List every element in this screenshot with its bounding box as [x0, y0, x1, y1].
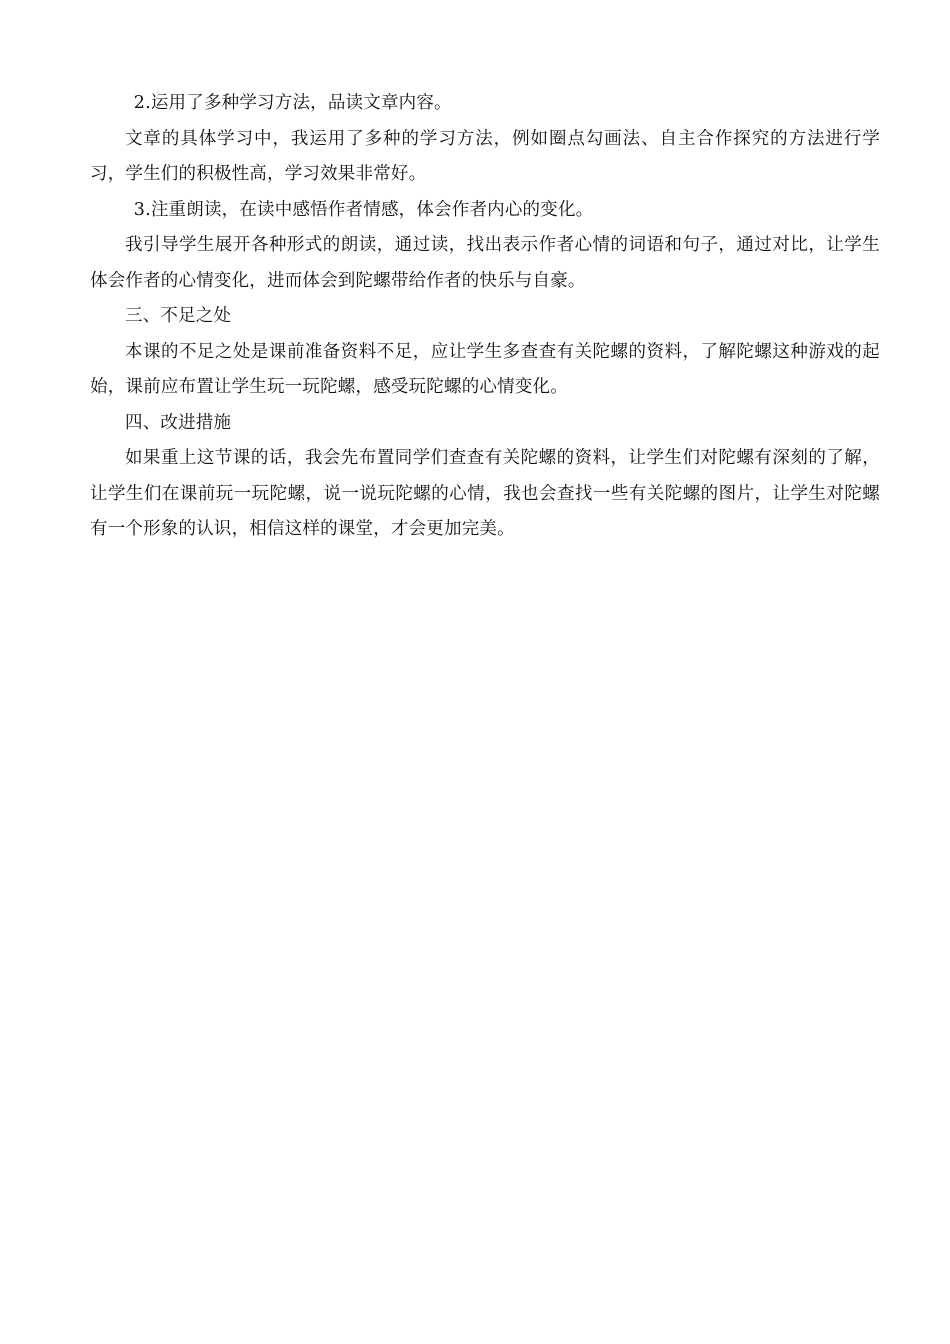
subheading-methods: 2.运用了多种学习方法，品读文章内容。 [133, 93, 452, 113]
section-heading-shortcomings: 三、不足之处 [125, 306, 232, 326]
section-heading-improvements: 四、改进措施 [125, 412, 232, 433]
paragraph-reading: 我引导学生展开各种形式的朗读，通过读，找出表示作者心情的词语和句子，通过对比，让学生体会作者的心情变化，进而体会到陀螺带给作者的快乐与自豪。 [90, 235, 880, 291]
paragraph-improvements: 如果重上这节课的话，我会先布置同学们查查有关陀螺的资料，让学生们对陀螺有深刻的了解，让学生们在课前玩一玩陀螺，说一说玩陀螺的心情，我也会查找一些有关陀螺的图片，让学生对陀螺有一个形象的认识，相信这样的课堂，才会更加完美。 [90, 448, 880, 539]
subheading-reading: 3.注重朗读，在读中感悟作者情感，体会作者内心的变化。 [133, 199, 594, 220]
paragraph-shortcomings: 本课的不足之处是课前准备资料不足，应让学生多查查有关陀螺的资料，了解陀螺这种游戏的起始，课前应布置让学生玩一玩陀螺，感受玩陀螺的心情变化。 [90, 341, 880, 397]
document-body [90, 86, 880, 548]
paragraph-methods: 文章的具体学习中，我运用了多种的学习方法，例如圈点勾画法、自主合作探究的方法进行学习，学生们的积极性高，学习效果非常好。 [90, 128, 880, 184]
